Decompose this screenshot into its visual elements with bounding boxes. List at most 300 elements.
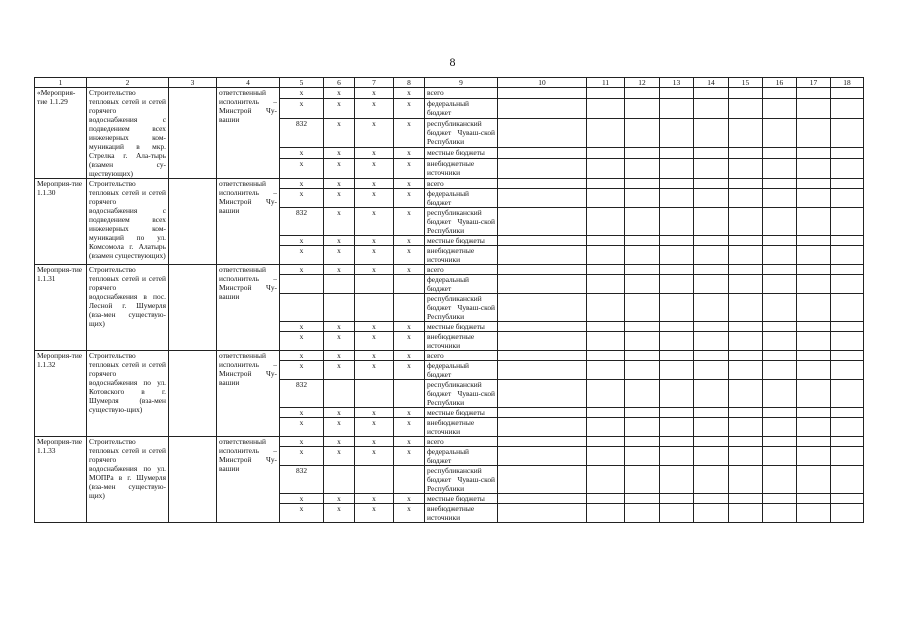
value-cell-col-15 xyxy=(729,418,763,437)
budget-code-cell: x xyxy=(280,494,324,504)
value-cell-col-17 xyxy=(797,158,831,178)
budget-code-cell: x xyxy=(324,322,355,332)
budget-code-cell: x xyxy=(394,437,425,447)
value-cell-col-13 xyxy=(660,361,694,380)
funding-source: федеральный бюджет xyxy=(425,447,498,466)
value-cell-col-10 xyxy=(498,208,587,236)
activity-column-3 xyxy=(169,437,217,523)
table-row xyxy=(35,437,864,447)
value-cell-col-12 xyxy=(625,494,660,504)
value-cell-col-12 xyxy=(625,189,660,208)
value-cell-col-13 xyxy=(660,236,694,246)
value-cell-col-10 xyxy=(498,294,587,322)
funding-source: федеральный бюджет xyxy=(425,361,498,380)
value-cell-col-14 xyxy=(694,88,729,99)
table-row xyxy=(35,88,864,99)
value-cell-col-11 xyxy=(587,98,625,118)
budget-code-cell: x xyxy=(324,332,355,351)
column-number-8: 8 xyxy=(394,78,425,88)
value-cell-col-15 xyxy=(729,437,763,447)
budget-code-cell: x xyxy=(280,418,324,437)
value-cell-col-10 xyxy=(498,246,587,265)
column-number-18: 18 xyxy=(831,78,864,88)
value-cell-col-13 xyxy=(660,179,694,189)
activity-title: Строительство тепловых сетей и сетей горячего водоснабжения в пос. Лесной г. Шумерля (вза-мен существую-щих) xyxy=(87,265,169,351)
value-cell-col-15 xyxy=(729,351,763,361)
value-cell-col-12 xyxy=(625,98,660,118)
value-cell-col-11 xyxy=(587,294,625,322)
budget-code-cell: x xyxy=(394,361,425,380)
value-cell-col-12 xyxy=(625,361,660,380)
value-cell-col-10 xyxy=(498,361,587,380)
value-cell-col-14 xyxy=(694,408,729,418)
budget-code-cell xyxy=(355,466,394,494)
column-number-10: 10 xyxy=(498,78,587,88)
value-cell-col-18 xyxy=(831,380,864,408)
budget-code-cell: x xyxy=(355,118,394,148)
funding-source: местные бюджеты xyxy=(425,494,498,504)
value-cell-col-12 xyxy=(625,265,660,275)
value-cell-col-17 xyxy=(797,208,831,236)
budget-code-cell: x xyxy=(280,504,324,523)
value-cell-col-11 xyxy=(587,236,625,246)
activity-name: Мероприя-тие 1.1.32 xyxy=(35,351,87,437)
activity-title: Строительство тепловых сетей и сетей горячего водоснабжения с подведением всех инженерных ком-муникаций в мкр. Стрелка г. Ала-тырь (взамен су-ществующих) xyxy=(87,88,169,179)
budget-code-cell: x xyxy=(394,332,425,351)
value-cell-col-10 xyxy=(498,118,587,148)
budget-code-cell: x xyxy=(394,148,425,159)
value-cell-col-10 xyxy=(498,466,587,494)
budget-code-cell: x xyxy=(324,98,355,118)
value-cell-col-18 xyxy=(831,158,864,178)
value-cell-col-10 xyxy=(498,494,587,504)
value-cell-col-18 xyxy=(831,208,864,236)
budget-code-cell: x xyxy=(394,504,425,523)
funding-source: всего xyxy=(425,437,498,447)
activity-executor: ответственный исполнитель – Минстрой Чу-вашии xyxy=(217,88,280,179)
value-cell-col-11 xyxy=(587,380,625,408)
funding-source: внебюджетные источники xyxy=(425,418,498,437)
value-cell-col-15 xyxy=(729,332,763,351)
budget-code-cell xyxy=(394,275,425,294)
value-cell-col-14 xyxy=(694,246,729,265)
value-cell-col-10 xyxy=(498,504,587,523)
value-cell-col-12 xyxy=(625,275,660,294)
budget-code-cell xyxy=(355,275,394,294)
activity-executor: ответственный исполнитель – Минстрой Чу-вашии xyxy=(217,179,280,265)
value-cell-col-15 xyxy=(729,265,763,275)
budget-code-cell xyxy=(355,380,394,408)
value-cell-col-16 xyxy=(763,294,797,322)
value-cell-col-14 xyxy=(694,189,729,208)
value-cell-col-12 xyxy=(625,408,660,418)
budget-code-cell: 832 xyxy=(280,380,324,408)
column-number-5: 5 xyxy=(280,78,324,88)
value-cell-col-13 xyxy=(660,189,694,208)
value-cell-col-10 xyxy=(498,265,587,275)
value-cell-col-17 xyxy=(797,118,831,148)
budget-code-cell: 832 xyxy=(280,208,324,236)
budget-code-cell: x xyxy=(324,179,355,189)
value-cell-col-12 xyxy=(625,246,660,265)
value-cell-col-12 xyxy=(625,148,660,159)
value-cell-col-11 xyxy=(587,88,625,99)
table-row xyxy=(35,179,864,189)
value-cell-col-13 xyxy=(660,275,694,294)
budget-code-cell: x xyxy=(280,246,324,265)
value-cell-col-15 xyxy=(729,98,763,118)
funding-source: внебюджетные источники xyxy=(425,332,498,351)
value-cell-col-17 xyxy=(797,494,831,504)
value-cell-col-15 xyxy=(729,466,763,494)
value-cell-col-18 xyxy=(831,265,864,275)
budget-code-cell xyxy=(394,294,425,322)
funding-source: всего xyxy=(425,179,498,189)
budget-code-cell: x xyxy=(280,361,324,380)
value-cell-col-12 xyxy=(625,179,660,189)
value-cell-col-15 xyxy=(729,380,763,408)
budget-code-cell: x xyxy=(394,118,425,148)
budget-code-cell: x xyxy=(394,179,425,189)
column-number-1: 1 xyxy=(35,78,87,88)
funding-source: республиканский бюджет Чуваш-ской Республики xyxy=(425,208,498,236)
budget-code-cell: x xyxy=(280,322,324,332)
value-cell-col-14 xyxy=(694,322,729,332)
budget-code-cell: x xyxy=(355,351,394,361)
value-cell-col-14 xyxy=(694,179,729,189)
budget-code-cell: x xyxy=(394,246,425,265)
funding-source: федеральный бюджет xyxy=(425,275,498,294)
value-cell-col-18 xyxy=(831,447,864,466)
budget-code-cell: x xyxy=(324,418,355,437)
value-cell-col-16 xyxy=(763,88,797,99)
activity-name: Мероприя-тие 1.1.30 xyxy=(35,179,87,265)
budget-code-cell: x xyxy=(355,408,394,418)
value-cell-col-12 xyxy=(625,447,660,466)
value-cell-col-10 xyxy=(498,148,587,159)
value-cell-col-18 xyxy=(831,322,864,332)
budget-code-cell: x xyxy=(280,88,324,99)
value-cell-col-10 xyxy=(498,179,587,189)
budget-code-cell: x xyxy=(355,437,394,447)
value-cell-col-10 xyxy=(498,189,587,208)
value-cell-col-17 xyxy=(797,275,831,294)
activity-title: Строительство тепловых сетей и сетей горячего водоснабжения с подведением всех инженерных ком-муникаций по ул. Комсомола г. Алатырь (взамен существующих) xyxy=(87,179,169,265)
budget-code-cell: x xyxy=(394,88,425,99)
value-cell-col-16 xyxy=(763,447,797,466)
value-cell-col-12 xyxy=(625,294,660,322)
value-cell-col-14 xyxy=(694,504,729,523)
value-cell-col-14 xyxy=(694,418,729,437)
value-cell-col-11 xyxy=(587,265,625,275)
value-cell-col-13 xyxy=(660,246,694,265)
value-cell-col-17 xyxy=(797,148,831,159)
budget-code-cell: x xyxy=(280,447,324,466)
column-number-12: 12 xyxy=(625,78,660,88)
budget-code-cell: x xyxy=(324,189,355,208)
funding-source: республиканский бюджет Чуваш-ской Республики xyxy=(425,466,498,494)
value-cell-col-16 xyxy=(763,494,797,504)
column-number-17: 17 xyxy=(797,78,831,88)
activity-column-3 xyxy=(169,88,217,179)
table-row xyxy=(35,265,864,275)
value-cell-col-11 xyxy=(587,466,625,494)
budget-code-cell: x xyxy=(324,351,355,361)
activity-column-3 xyxy=(169,265,217,351)
value-cell-col-17 xyxy=(797,294,831,322)
budget-code-cell: x xyxy=(355,361,394,380)
column-number-14: 14 xyxy=(694,78,729,88)
budget-code-cell: x xyxy=(324,236,355,246)
value-cell-col-18 xyxy=(831,504,864,523)
value-cell-col-10 xyxy=(498,351,587,361)
value-cell-col-16 xyxy=(763,118,797,148)
value-cell-col-13 xyxy=(660,408,694,418)
value-cell-col-12 xyxy=(625,332,660,351)
value-cell-col-12 xyxy=(625,236,660,246)
value-cell-col-18 xyxy=(831,408,864,418)
budget-code-cell: x xyxy=(394,236,425,246)
page-number: 8 xyxy=(449,55,456,69)
funding-source: республиканский бюджет Чуваш-ской Республики xyxy=(425,380,498,408)
value-cell-col-12 xyxy=(625,437,660,447)
value-cell-col-10 xyxy=(498,88,587,99)
funding-source: республиканский бюджет Чуваш-ской Республики xyxy=(425,294,498,322)
value-cell-col-17 xyxy=(797,98,831,118)
budget-code-cell: x xyxy=(394,158,425,178)
column-number-4: 4 xyxy=(217,78,280,88)
value-cell-col-17 xyxy=(797,466,831,494)
funding-source: местные бюджеты xyxy=(425,148,498,159)
budget-code-cell: x xyxy=(324,88,355,99)
value-cell-col-11 xyxy=(587,118,625,148)
value-cell-col-18 xyxy=(831,294,864,322)
funding-source: внебюджетные источники xyxy=(425,158,498,178)
value-cell-col-12 xyxy=(625,351,660,361)
budget-code-cell: x xyxy=(355,447,394,466)
column-number-2: 2 xyxy=(87,78,169,88)
budget-code-cell xyxy=(280,275,324,294)
budget-code-cell: x xyxy=(280,179,324,189)
value-cell-col-10 xyxy=(498,437,587,447)
value-cell-col-14 xyxy=(694,380,729,408)
budget-code-cell: x xyxy=(324,361,355,380)
budget-code-cell: x xyxy=(394,189,425,208)
budget-code-cell: x xyxy=(280,158,324,178)
value-cell-col-17 xyxy=(797,380,831,408)
value-cell-col-17 xyxy=(797,246,831,265)
value-cell-col-11 xyxy=(587,148,625,159)
value-cell-col-12 xyxy=(625,466,660,494)
value-cell-col-13 xyxy=(660,504,694,523)
value-cell-col-17 xyxy=(797,361,831,380)
budget-code-cell: x xyxy=(355,246,394,265)
value-cell-col-14 xyxy=(694,361,729,380)
value-cell-col-17 xyxy=(797,179,831,189)
value-cell-col-14 xyxy=(694,294,729,322)
activity-column-3 xyxy=(169,179,217,265)
value-cell-col-13 xyxy=(660,418,694,437)
value-cell-col-12 xyxy=(625,208,660,236)
budget-code-cell: x xyxy=(280,236,324,246)
budget-code-cell: x xyxy=(355,322,394,332)
value-cell-col-11 xyxy=(587,361,625,380)
value-cell-col-16 xyxy=(763,437,797,447)
activity-name: «Мероприя-тие 1.1.29 xyxy=(35,88,87,179)
budget-code-cell: x xyxy=(355,98,394,118)
budget-code-cell: x xyxy=(355,179,394,189)
budget-code-cell: x xyxy=(280,98,324,118)
value-cell-col-14 xyxy=(694,236,729,246)
value-cell-col-18 xyxy=(831,437,864,447)
value-cell-col-17 xyxy=(797,265,831,275)
budget-code-cell xyxy=(355,294,394,322)
value-cell-col-13 xyxy=(660,294,694,322)
budget-code-cell: x xyxy=(324,208,355,236)
value-cell-col-16 xyxy=(763,98,797,118)
value-cell-col-12 xyxy=(625,88,660,99)
value-cell-col-11 xyxy=(587,332,625,351)
value-cell-col-16 xyxy=(763,179,797,189)
value-cell-col-17 xyxy=(797,437,831,447)
value-cell-col-12 xyxy=(625,504,660,523)
value-cell-col-13 xyxy=(660,118,694,148)
budget-code-cell: x xyxy=(355,208,394,236)
value-cell-col-13 xyxy=(660,208,694,236)
value-cell-col-17 xyxy=(797,351,831,361)
value-cell-col-14 xyxy=(694,466,729,494)
value-cell-col-15 xyxy=(729,158,763,178)
value-cell-col-16 xyxy=(763,322,797,332)
value-cell-col-12 xyxy=(625,322,660,332)
budget-code-cell: x xyxy=(355,236,394,246)
value-cell-col-11 xyxy=(587,418,625,437)
value-cell-col-15 xyxy=(729,504,763,523)
budget-code-cell: x xyxy=(355,189,394,208)
value-cell-col-15 xyxy=(729,189,763,208)
value-cell-col-11 xyxy=(587,208,625,236)
value-cell-col-14 xyxy=(694,118,729,148)
activity-name: Мероприя-тие 1.1.33 xyxy=(35,437,87,523)
value-cell-col-18 xyxy=(831,118,864,148)
value-cell-col-13 xyxy=(660,322,694,332)
value-cell-col-14 xyxy=(694,275,729,294)
value-cell-col-18 xyxy=(831,189,864,208)
value-cell-col-15 xyxy=(729,275,763,294)
value-cell-col-16 xyxy=(763,380,797,408)
value-cell-col-16 xyxy=(763,408,797,418)
value-cell-col-12 xyxy=(625,418,660,437)
value-cell-col-16 xyxy=(763,332,797,351)
budget-code-cell: x xyxy=(324,447,355,466)
budget-code-cell: x xyxy=(355,332,394,351)
value-cell-col-10 xyxy=(498,332,587,351)
value-cell-col-11 xyxy=(587,322,625,332)
value-cell-col-11 xyxy=(587,351,625,361)
budget-code-cell: x xyxy=(324,118,355,148)
budget-code-cell xyxy=(324,294,355,322)
value-cell-col-15 xyxy=(729,361,763,380)
budget-code-cell: x xyxy=(355,504,394,523)
value-cell-col-12 xyxy=(625,380,660,408)
value-cell-col-13 xyxy=(660,332,694,351)
budget-code-cell: x xyxy=(280,265,324,275)
value-cell-col-14 xyxy=(694,332,729,351)
value-cell-col-11 xyxy=(587,408,625,418)
budget-code-cell: 832 xyxy=(280,118,324,148)
value-cell-col-15 xyxy=(729,246,763,265)
value-cell-col-13 xyxy=(660,148,694,159)
value-cell-col-14 xyxy=(694,148,729,159)
value-cell-col-11 xyxy=(587,189,625,208)
value-cell-col-13 xyxy=(660,380,694,408)
value-cell-col-17 xyxy=(797,408,831,418)
value-cell-col-11 xyxy=(587,447,625,466)
value-cell-col-11 xyxy=(587,437,625,447)
value-cell-col-13 xyxy=(660,494,694,504)
value-cell-col-15 xyxy=(729,408,763,418)
value-cell-col-17 xyxy=(797,189,831,208)
value-cell-col-10 xyxy=(498,408,587,418)
value-cell-col-15 xyxy=(729,236,763,246)
budget-code-cell: x xyxy=(280,351,324,361)
column-number-3: 3 xyxy=(169,78,217,88)
value-cell-col-18 xyxy=(831,351,864,361)
value-cell-col-18 xyxy=(831,246,864,265)
budget-code-cell: x xyxy=(324,158,355,178)
value-cell-col-18 xyxy=(831,236,864,246)
activity-column-3 xyxy=(169,351,217,437)
column-number-6: 6 xyxy=(324,78,355,88)
value-cell-col-13 xyxy=(660,447,694,466)
budget-code-cell xyxy=(324,466,355,494)
activity-executor: ответственный исполнитель – Минстрой Чу-вашии xyxy=(217,351,280,437)
table-row xyxy=(35,351,864,361)
budget-code-cell: 832 xyxy=(280,466,324,494)
value-cell-col-13 xyxy=(660,98,694,118)
value-cell-col-13 xyxy=(660,351,694,361)
budget-code-cell: x xyxy=(280,437,324,447)
activity-executor: ответственный исполнитель – Минстрой Чу-вашии xyxy=(217,265,280,351)
value-cell-col-14 xyxy=(694,351,729,361)
value-cell-col-14 xyxy=(694,158,729,178)
value-cell-col-11 xyxy=(587,504,625,523)
budget-code-cell xyxy=(394,466,425,494)
budget-code-cell xyxy=(280,294,324,322)
value-cell-col-15 xyxy=(729,322,763,332)
budget-code-cell: x xyxy=(280,408,324,418)
activity-name: Мероприя-тие 1.1.31 xyxy=(35,265,87,351)
value-cell-col-18 xyxy=(831,361,864,380)
value-cell-col-17 xyxy=(797,236,831,246)
budget-code-cell: x xyxy=(355,158,394,178)
value-cell-col-11 xyxy=(587,158,625,178)
value-cell-col-18 xyxy=(831,275,864,294)
value-cell-col-12 xyxy=(625,158,660,178)
funding-source: внебюджетные источники xyxy=(425,504,498,523)
value-cell-col-16 xyxy=(763,246,797,265)
column-number-11: 11 xyxy=(587,78,625,88)
value-cell-col-16 xyxy=(763,208,797,236)
budget-code-cell: x xyxy=(324,437,355,447)
value-cell-col-15 xyxy=(729,294,763,322)
budget-code-cell xyxy=(324,275,355,294)
value-cell-col-14 xyxy=(694,208,729,236)
value-cell-col-18 xyxy=(831,494,864,504)
value-cell-col-16 xyxy=(763,275,797,294)
column-number-9: 9 xyxy=(425,78,498,88)
funding-source: местные бюджеты xyxy=(425,236,498,246)
